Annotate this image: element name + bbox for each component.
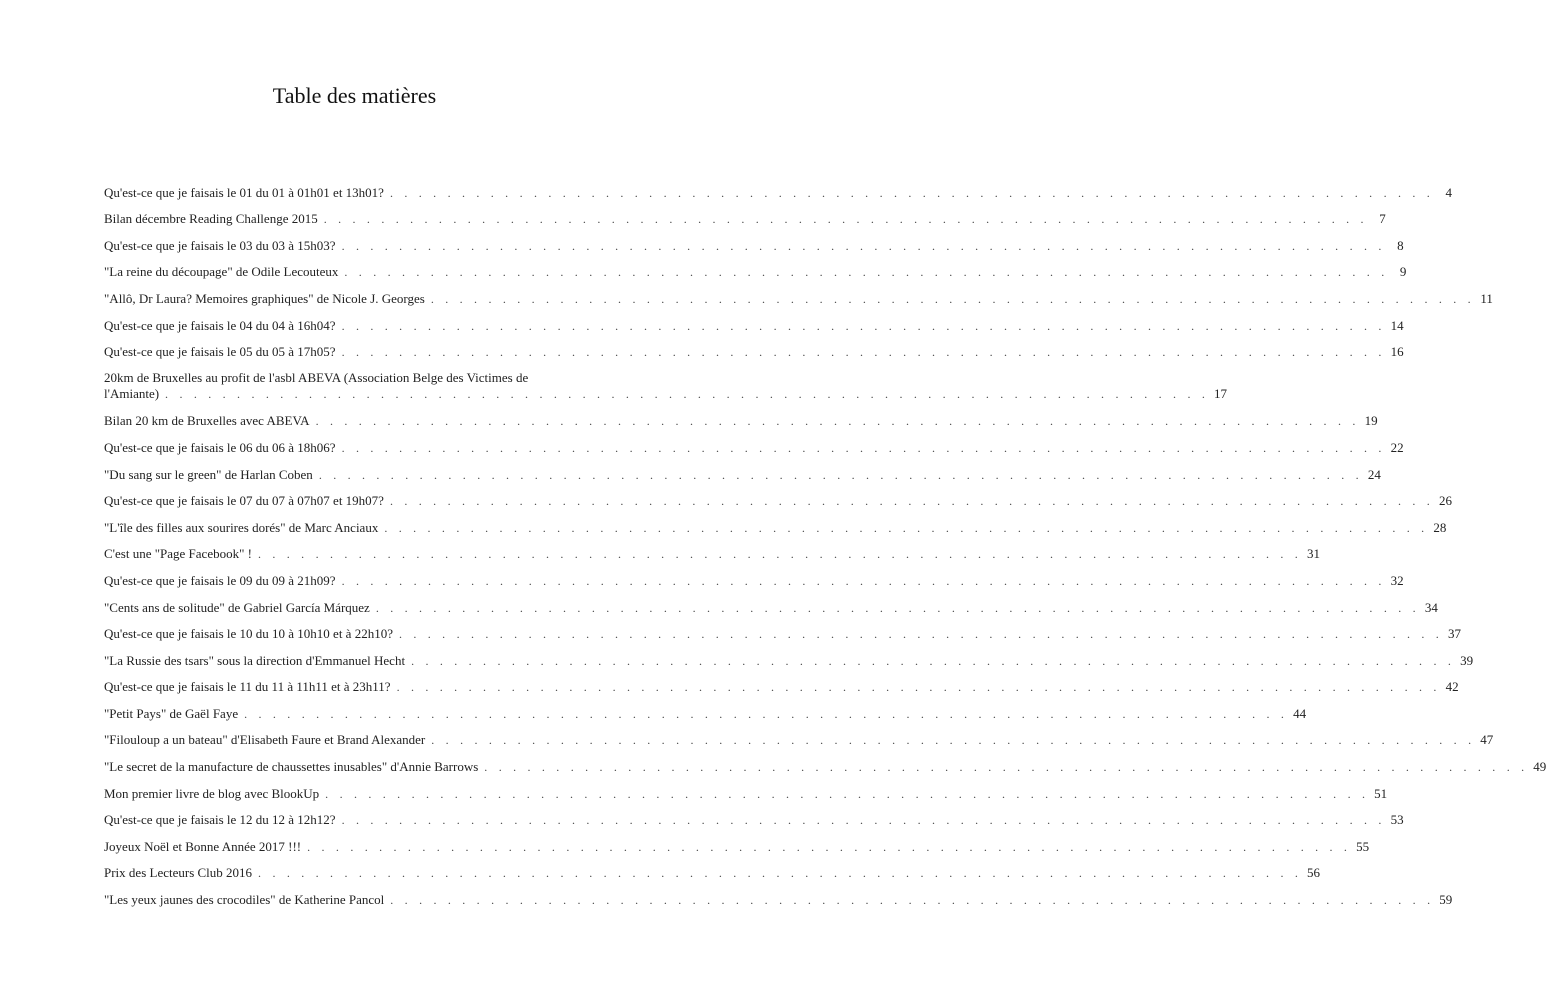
dot-leader: . . . . . . . . . . . . . . . . . . . . . . . . . . . . . . . . . . . . . . . . . . . . . . . . . . . . . . . . . . . . . . . . . . . . . . . . . <box>431 733 1476 748</box>
toc-entry-title: "L'île des filles aux sourires dorés" de Marc Anciaux <box>104 520 384 536</box>
toc-entry-title: "Le secret de la manufacture de chaussettes inusables" d'Annie Barrows <box>104 759 484 775</box>
dot-leader: . . . . . . . . . . . . . . . . . . . . . . . . . . . . . . . . . . . . . . . . . . . . . . . . . . . . . . . . . . . . . . . . . . . . . . . . . <box>390 893 1435 908</box>
toc-page-number: 34 <box>1424 599 1438 615</box>
dot-leader: . . . . . . . . . . . . . . . . . . . . . . . . . . . . . . . . . . . . . . . . . . . . . . . . . . . . . . . . . . . . . . . . . . . . . . . . . <box>430 291 1475 306</box>
toc-entry-title: C'est une "Page Facebook" ! <box>104 546 258 562</box>
toc-entry-title: Qu'est-ce que je faisais le 03 du 03 à 15h03? <box>104 238 342 254</box>
toc-page-number: 59 <box>1439 892 1453 908</box>
toc-entry[interactable] <box>104 536 1320 563</box>
toc-entry-title: Qu'est-ce que je faisais le 07 du 07 à 07h07 et 19h07? <box>104 493 390 509</box>
toc-entry[interactable] <box>104 280 1493 307</box>
toc-page-number: 47 <box>1480 732 1494 748</box>
dot-leader: . . . . . . . . . . . . . . . . . . . . . . . . . . . . . . . . . . . . . . . . . . . . . . . . . . . . . . . . . . . . . . . . . . . . . . . . . <box>341 238 1386 253</box>
dot-leader: . . . . . . . . . . . . . . . . . . . . . . . . . . . . . . . . . . . . . . . . . . . . . . . . . . . . . . . . . . . . . . . . . . . . . . . . . <box>244 706 1289 721</box>
toc-page-number: 51 <box>1374 785 1388 801</box>
toc-entry[interactable] <box>104 855 1321 882</box>
toc-page-number: 31 <box>1306 546 1320 562</box>
toc-entry-title: Qu'est-ce que je faisais le 10 du 10 à 10h10 et à 22h10? <box>104 626 399 642</box>
toc-page-number: 24 <box>1367 466 1381 482</box>
toc-page-number: 26 <box>1438 493 1452 509</box>
toc-page-number: 16 <box>1390 344 1404 360</box>
dot-leader: . . . . . . . . . . . . . . . . . . . . . . . . . . . . . . . . . . . . . . . . . . . . . . . . . . . . . . . . . . . . . . . . . . . . . . . . . <box>258 866 1303 881</box>
toc-entry[interactable] <box>104 201 1386 228</box>
toc-entry-title: Qu'est-ce que je faisais le 11 du 11 à 11h11 et à 23h11? <box>104 679 397 695</box>
toc-page-number: 32 <box>1390 572 1404 588</box>
toc-page-number: 55 <box>1356 838 1370 854</box>
toc-entry[interactable] <box>104 307 1404 334</box>
toc-page-number: 11 <box>1480 290 1493 306</box>
toc-entry-title: "Cents ans de solitude" de Gabriel García Márquez <box>104 600 376 616</box>
toc-entry-title: Qu'est-ce que je faisais le 09 du 09 à 21h09? <box>104 573 342 589</box>
toc-entry[interactable] <box>104 669 1459 696</box>
toc-entry-title-continued: l'Amiante) <box>104 386 165 402</box>
page-title: Table des matières <box>272 83 437 108</box>
toc-entry[interactable] <box>104 642 1474 669</box>
toc-entry-title: "La Russie des tsars" sous la direction d'Emmanuel Hecht <box>104 653 411 669</box>
toc-entry-title: "Allô, Dr Laura? Memoires graphiques" de Nicole J. Georges <box>104 291 431 307</box>
dot-leader: . . . . . . . . . . . . . . . . . . . . . . . . . . . . . . . . . . . . . . . . . . . . . . . . . . . . . . . . . . . . . . . . . . . . . . . . . <box>325 786 1370 801</box>
toc-entry[interactable] <box>104 334 1404 361</box>
toc-entry[interactable] <box>104 589 1438 616</box>
toc-entry-title: "Du sang sur le green" de Harlan Coben <box>104 467 319 483</box>
dot-leader: . . . . . . . . . . . . . . . . . . . . . . . . . . . . . . . . . . . . . . . . . . . . . . . . . . . . . . . . . . . . . . . . . . . . . . . . . <box>341 345 1386 360</box>
toc-page-number: 8 <box>1397 237 1404 253</box>
dot-leader: . . . . . . . . . . . . . . . . . . . . . . . . . . . . . . . . . . . . . . . . . . . . . . . . . . . . . . . . . . . . . . . . . . . . . . . . . <box>344 265 1389 280</box>
toc-page-number: 37 <box>1447 626 1461 642</box>
toc-entry[interactable] <box>104 483 1452 510</box>
dot-leader: . . . . . . . . . . . . . . . . . . . . . . . . . . . . . . . . . . . . . . . . . . . . . . . . . . . . . . . . . . . . . . . . . . . . . . . . . <box>341 440 1386 455</box>
toc-entry-title: Qu'est-ce que je faisais le 04 du 04 à 16h04? <box>104 318 342 334</box>
dot-leader: . . . . . . . . . . . . . . . . . . . . . . . . . . . . . . . . . . . . . . . . . . . . . . . . . . . . . . . . . . . . . . . . . . . . . . . . . <box>318 467 1363 482</box>
toc-entry[interactable] <box>104 509 1447 536</box>
toc-entry[interactable] <box>104 562 1404 589</box>
toc-entry[interactable] <box>104 722 1494 749</box>
toc-page-number: 19 <box>1364 413 1378 429</box>
toc-page-number: 39 <box>1460 652 1474 668</box>
toc-page-number: 4 <box>1445 184 1452 200</box>
toc-entry[interactable] <box>104 802 1404 829</box>
dot-leader: . . . . . . . . . . . . . . . . . . . . . . . . . . . . . . . . . . . . . . . . . . . . . . . . . . . . . . . . . . . . . . . . . . . . . . . . . <box>375 600 1420 615</box>
toc-page-number: 49 <box>1533 759 1546 775</box>
toc-entry[interactable] <box>104 174 1452 201</box>
toc-entry-title: Joyeux Noël et Bonne Année 2017 !!! <box>104 839 307 855</box>
toc-page-number: 17 <box>1214 386 1228 402</box>
toc-entry[interactable] <box>104 254 1407 281</box>
dot-leader: . . . . . . . . . . . . . . . . . . . . . . . . . . . . . . . . . . . . . . . . . . . . . . . . . . . . . . . . . . . . . . . . . . . . . . . . . <box>396 680 1441 695</box>
dot-leader: . . . . . . . . . . . . . . . . . . . . . . . . . . . . . . . . . . . . . . . . . . . . . . . . . . . . . . . . . . . . . . . . . . . . . . . . . <box>341 813 1386 828</box>
toc-entry[interactable] <box>104 360 1228 403</box>
dot-leader: . . . . . . . . . . . . . . . . . . . . . . . . . . . . . . . . . . . . . . . . . . . . . . . . . . . . . . . . . . . . . . . . . . . . . . . . . <box>411 653 1456 668</box>
toc-entry-title: Qu'est-ce que je faisais le 05 du 05 à 17h05? <box>104 344 342 360</box>
toc-entry[interactable] <box>104 616 1461 643</box>
toc-page-number: 7 <box>1379 211 1386 227</box>
toc-entry-title: Qu'est-ce que je faisais le 01 du 01 à 01h01 et 13h01? <box>104 185 390 201</box>
dot-leader: . . . . . . . . . . . . . . . . . . . . . . . . . . . . . . . . . . . . . . . . . . . . . . . . . . . . . . . . . . . . . . . . . . . . . . . . . <box>384 520 1429 535</box>
toc-entry-title: Qu'est-ce que je faisais le 06 du 06 à 18h06? <box>104 440 342 456</box>
toc-entry[interactable] <box>104 227 1404 254</box>
dot-leader: . . . . . . . . . . . . . . . . . . . . . . . . . . . . . . . . . . . . . . . . . . . . . . . . . . . . . . . . . . . . . . . . . . . . . . . . . <box>307 839 1352 854</box>
toc-entry-title: Qu'est-ce que je faisais le 12 du 12 à 12h12? <box>104 812 342 828</box>
toc-page-number: 44 <box>1293 705 1307 721</box>
toc-entry-title: "Les yeux jaunes des crocodiles" de Katherine Pancol <box>104 892 390 908</box>
dot-leader: . . . . . . . . . . . . . . . . . . . . . . . . . . . . . . . . . . . . . . . . . . . . . . . . . . . . . . . . . . . . . . . . . . . . . . . . . <box>484 760 1529 775</box>
dot-leader: . . . . . . . . . . . . . . . . . . . . . . . . . . . . . . . . . . . . . . . . . . . . . . . . . . . . . . . . . . . . . . . . . . . . . . . . . <box>315 414 1360 429</box>
toc-entry-title: "La reine du découpage" de Odile Lecouteux <box>104 264 344 280</box>
toc-page-number: 56 <box>1307 865 1321 881</box>
toc-page-number: 42 <box>1445 679 1459 695</box>
toc-page-number: 22 <box>1390 439 1404 455</box>
toc-entry[interactable] <box>104 429 1404 456</box>
toc-entry-title: 20km de Bruxelles au profit de l'asbl ABEVA (Association Belge des Victimes de <box>104 370 529 386</box>
toc-entry[interactable] <box>104 456 1381 483</box>
dot-leader: . . . . . . . . . . . . . . . . . . . . . . . . . . . . . . . . . . . . . . . . . . . . . . . . . . . . . . . . . . . . . . . . . . . . . . . . . <box>398 627 1443 642</box>
toc-entry-title: "Filouloup a un bateau" d'Elisabeth Faure et Brand Alexander <box>104 732 431 748</box>
dot-leader: . . . . . . . . . . . . . . . . . . . . . . . . . . . . . . . . . . . . . . . . . . . . . . . . . . . . . . . . . . . . . . . . . . . . . . . . . <box>341 573 1386 588</box>
toc-entry[interactable] <box>104 881 1453 908</box>
dot-leader: . . . . . . . . . . . . . . . . . . . . . . . . . . . . . . . . . . . . . . . . . . . . . . . . . . . . . . . . . . . . . . . . . . . . . . . . . <box>341 318 1386 333</box>
toc-entry-title: Bilan décembre Reading Challenge 2015 <box>104 211 324 227</box>
toc-entry-title: Bilan 20 km de Bruxelles avec ABEVA <box>104 413 316 429</box>
dot-leader: . . . . . . . . . . . . . . . . . . . . . . . . . . . . . . . . . . . . . . . . . . . . . . . . . . . . . . . . . . . . . . . . . . . . . . . . . <box>323 212 1368 227</box>
toc-entry-title: Mon premier livre de blog avec BlookUp <box>104 786 325 802</box>
toc-list <box>104 174 1546 908</box>
toc-entry[interactable] <box>104 828 1370 855</box>
toc-page-number: 53 <box>1390 812 1404 828</box>
dot-leader: . . . . . . . . . . . . . . . . . . . . . . . . . . . . . . . . . . . . . . . . . . . . . . . . . . . . . . . . . . . . . . . . . . . . . . . . . <box>389 494 1434 509</box>
dot-leader: . . . . . . . . . . . . . . . . . . . . . . . . . . . . . . . . . . . . . . . . . . . . . . . . . . . . . . . . . . . . . . . . . . . . . . . . . <box>257 547 1302 562</box>
dot-leader: . . . . . . . . . . . . . . . . . . . . . . . . . . . . . . . . . . . . . . . . . . . . . . . . . . . . . . . . . . . . . . . . . . . . . . . . . <box>389 185 1434 200</box>
toc-page-number: 28 <box>1433 519 1447 535</box>
toc-entry[interactable] <box>104 695 1307 722</box>
dot-leader: . . . . . . . . . . . . . . . . . . . . . . . . . . . . . . . . . . . . . . . . . . . . . . . . . . . . . . . . . . . . . . . . . . . . . . . . . <box>165 387 1210 402</box>
toc-entry[interactable] <box>104 403 1378 430</box>
toc-entry[interactable] <box>104 775 1388 802</box>
toc-entry-title: "Petit Pays" de Gaël Faye <box>104 706 244 722</box>
toc-entry[interactable] <box>104 748 1546 775</box>
toc-page-number: 14 <box>1390 317 1404 333</box>
toc-page-number: 9 <box>1399 264 1407 280</box>
toc-entry-title: Prix des Lecteurs Club 2016 <box>104 865 258 881</box>
